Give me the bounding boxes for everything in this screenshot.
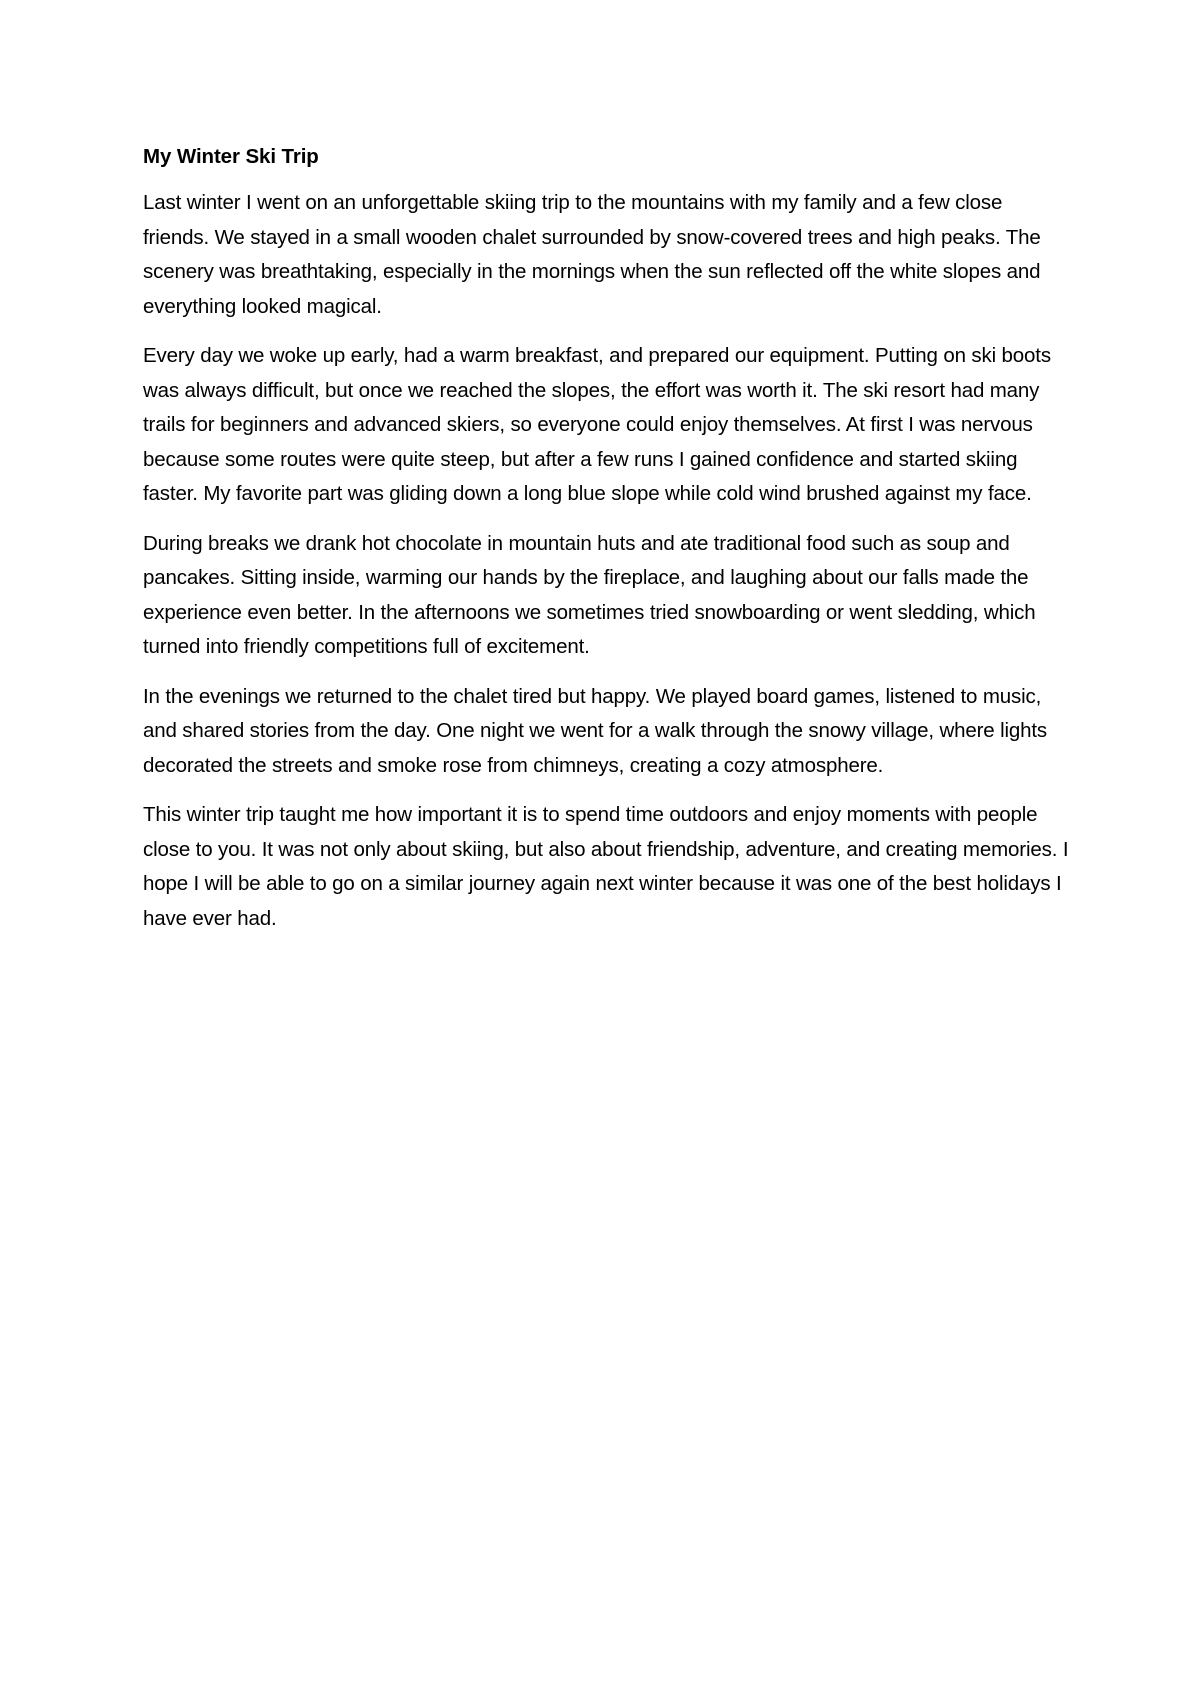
paragraph-3: During breaks we drank hot chocolate in mountain huts and ate traditional food such as soup and pancakes. Sitting inside, warming our hands by the fireplace, and laughing about our falls made the experience even better. In the afternoons we sometimes tried snowboarding or went sledding, which turned into friendly competitions full of excitement.: [143, 531, 1036, 658]
paragraph-4: In the evenings we returned to the chalet tired but happy. We played board games, listened to music, and shared stories from the day. One night we went for a walk through the snowy village, where lights decorated the streets and smoke rose from chimneys, creating a cozy atmosphere.: [143, 684, 1048, 777]
paragraph-2: Every day we woke up early, had a warm breakfast, and prepared our equipment. Putting on ski boots was always difficult, but once we reached the slopes, the effort was worth it. The ski resort had many trails for beginners and advanced skiers, so everyone could enjoy themselves. At first I was nervous because some routes were quite steep, but after a few runs I gained confidence and started skiing faster. My favorite part was gliding down a long blue slope while cold wind brushed against my face.: [143, 344, 1051, 505]
document-title: My Winter Ski Trip: [143, 145, 319, 168]
paragraph-1: Last winter I went on an unforgettable skiing trip to the mountains with my family and a few close friends. We stayed in a small wooden chalet surrounded by snow-covered trees and high peaks. The scenery was breathtaking, especially in the mornings when the sun reflected off the white slopes and everything looked magical.: [143, 191, 1041, 318]
paragraph-5: This winter trip taught me how important it is to spend time outdoors and enjoy moments with people close to you. It was not only about skiing, but also about friendship, adventure, and creating memories. I hope I will be able to go on a similar journey again next winter because it was one of the best holidays I have ever had.: [143, 803, 1069, 930]
document-body: [143, 140, 1073, 951]
